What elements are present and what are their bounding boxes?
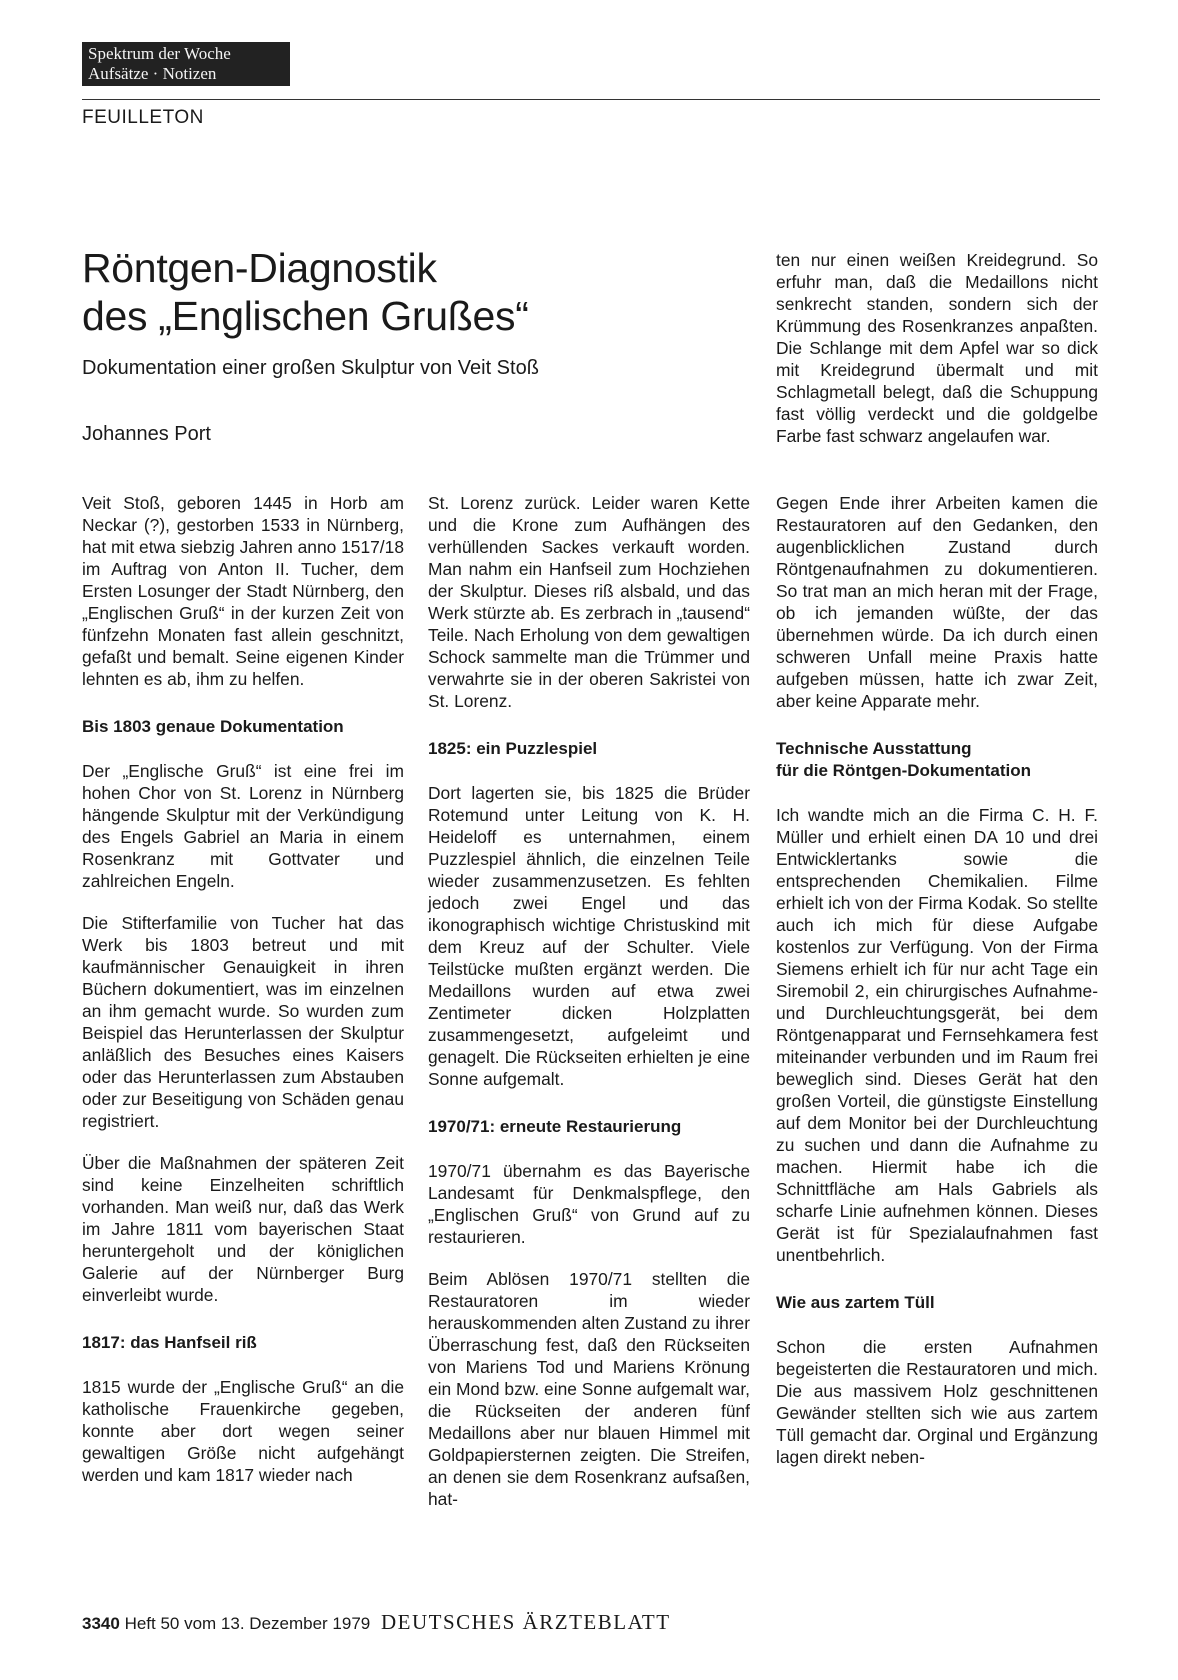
section-heading-line1: Technische Ausstattung	[776, 739, 972, 758]
paragraph: Der „Englische Gruß“ ist eine frei im hohen Chor von St. Lorenz in Nürnberg hängende Skulptur mit der Verkündigung des Engels Gabriel an Maria in einem Rosenkranz mit Gottvater und zahlreichen Engeln.	[82, 761, 404, 891]
paragraph: ten nur einen weißen Kreidegrund. So erfuhr man, daß die Medaillons nicht senkrecht standen, sondern sich der Krümmung des Rosenkranzes anpaßten. Die Schlange mit dem Apfel war so dick mit Kreidegrund übermalt und mit Schlagmetall belegt, daß die Schuppung fast völlig verdeckt und die goldgelbe Farbe fast schwarz angelaufen war.	[776, 250, 1098, 446]
paragraph: St. Lorenz zurück. Leider waren Kette und die Krone zum Aufhängen des verhüllenden Sackes verkauft worden. Man nahm ein Hanfseil zum Hochziehen der Skulptur. Dieses riß alsbald, und das Werk stürzte ab. Es zerbrach in „tausend“ Teile. Nach Erholung von dem gewaltigen Schock sammelte man die Trümmer und verwahrte sie in der oberen Sakristei von St. Lorenz.	[428, 493, 750, 711]
section-heading: 1817: das Hanfseil riß	[82, 1333, 257, 1352]
paragraph: Ich wandte mich an die Firma C. H. F. Müller und erhielt einen DA 10 und drei Entwicklertanks sowie die entsprechenden Chemikalien. Filme erhielt ich von der Firma Kodak. So stellte auch ich mich für diese Aufgabe kostenlos zur Verfügung. Von der Firma Siemens erhielt ich für nur acht Tage ein Siremobil 2, ein chirurgisches Aufnahme- und Durchleuchtungsgerät, bei dem Röntgenapparat und Fernsehkamera fest miteinander verbunden und im Raum frei beweglich sind. Dieses Gerät hat den großen Vorteil, die günstigste Einstellung auf dem Monitor bei der Durchleuchtung zu suchen und dann die Aufnahme zu machen. Hiermit habe ich die Schnittfläche am Hals Gabriels als scharfe Linie aufnehmen können. Dieses Gerät ist für Spezialaufnahmen fast unentbehrlich.	[776, 805, 1098, 1265]
article-author: Johannes Port	[82, 423, 211, 445]
section-heading: 1970/71: erneute Restaurierung	[428, 1117, 682, 1136]
paragraph: Über die Maßnahmen der späteren Zeit sind keine Einzelheiten schriftlich vorhanden. Man weiß nur, daß das Werk im Jahre 1811 vom bayerischen Staat heruntergeholt und der königlichen Galerie auf der Nürnberger Burg einverleibt wurde.	[82, 1153, 404, 1305]
paragraph: Dort lagerten sie, bis 1825 die Brüder Rotemund unter Leitung von K. H. Heideloff es unternahmen, einem Puzzlespiel ähnlich, die einzelnen Teile wieder zusammenzusetzen. Es fehlten jedoch zwei Engel und das ikonographisch wichtige Christuskind mit dem Kreuz auf der Schulter. Viele Teilstücke mußten ergänzt werden. Die Medaillons wurden auf etwa zwei Zentimeter dicken Holzplatten zusammengesetzt, aufgeleimt und genagelt. Die Rückseiten erhielten je eine Sonne aufgemalt.	[428, 783, 750, 1089]
paragraph: Veit Stoß, geboren 1445 in Horb am Neckar (?), gestorben 1533 in Nürnberg, hat mit etwa siebzig Jahren anno 1517/18 im Auftrag von Anton II. Tucher, dem Ersten Losunger der Stadt Nürnberg, den „Englischen Gruß“ in der kurzen Zeit von fünfzehn Monaten fast allein geschnitzt, gefaßt und bemalt. Seine eigenen Kinder lehnten es ab, ihm zu helfen.	[82, 493, 404, 689]
section-heading: Wie aus zartem Tüll	[776, 1293, 935, 1312]
section-badge-line2: Aufsätze · Notizen	[88, 64, 217, 83]
issue-info: Heft 50 vom 13. Dezember 1979	[124, 1614, 371, 1633]
section-heading: 1825: ein Puzzlespiel	[428, 739, 598, 758]
article-title-line2: des „Englischen Grußes“	[82, 293, 529, 339]
section-badge	[82, 42, 290, 86]
section-heading: Bis 1803 genaue Dokumentation	[82, 717, 344, 736]
page-footer	[82, 1610, 671, 1635]
column-3	[776, 492, 1098, 1488]
article-title-line1: Röntgen-Diagnostik	[82, 245, 437, 291]
paragraph: Beim Ablösen 1970/71 stellten die Restauratoren im wieder herauskommenden alten Zustand zu ihrer Überraschung fest, daß den Rückseiten von Mariens Tod und Mariens Krönung ein Mond bzw. eine Sonne aufgemalt war, die Rückseiten der anderen fünf Medaillons aber nur blauen Himmel mit Goldpapiersternen zeigten. Die Streifen, an denen sie dem Rosenkranz aufsaßen, hat-	[428, 1269, 750, 1509]
paragraph: Die Stifterfamilie von Tucher hat das Werk bis 1803 betreut und mit kaufmännischer Genauigkeit in ihren Büchern dokumentiert, was im einzelnen an ihm gemacht wurde. So wurden zum Beispiel das Herunterlassen der Skulptur anläßlich des Besuches eines Kaisers oder das Herunterlassen zum Abstauben oder zur Beseitigung von Schäden genau registriert.	[82, 913, 404, 1131]
article-title	[82, 244, 722, 340]
magazine-name: DEUTSCHES ÄRZTEBLATT	[380, 1610, 671, 1634]
rubric: FEUILLETON	[82, 107, 204, 128]
column-2	[428, 492, 750, 1530]
paragraph: Gegen Ende ihrer Arbeiten kamen die Restauratoren auf den Gedanken, den augenblicklichen Zustand durch Röntgenaufnahmen zu dokumentieren. So trat man an mich heran mit der Frage, ob ich jemanden wüßte, der das übernehmen würde. Da ich durch einen schweren Unfall meine Praxis hatte aufgeben müssen, hatte ich zwar Zeit, aber keine Apparate mehr.	[776, 493, 1098, 711]
paragraph: 1970/71 übernahm es das Bayerische Landesamt für Denkmalspflege, den „Englischen Gruß“ von Grund auf zu restaurieren.	[428, 1161, 750, 1247]
paragraph: 1815 wurde der „Englische Gruß“ an die katholische Frauenkirche gegeben, konnte aber dort wegen seiner gewaltigen Größe nicht aufgehängt werden und kam 1817 wieder nach	[82, 1377, 404, 1485]
header-rule	[82, 99, 1100, 100]
section-heading	[776, 738, 1098, 782]
column-1	[82, 492, 404, 1506]
column-3-top	[776, 249, 1098, 447]
section-heading-line2: für die Röntgen-Dokumentation	[776, 761, 1031, 780]
page-number: 3340	[82, 1614, 120, 1633]
paragraph: Schon die ersten Aufnahmen begeisterten die Restauratoren und mich. Die aus massivem Holz geschnittenen Gewänder stellten sich wie aus zartem Tüll gemacht dar. Orginal und Ergänzung lagen direkt neben-	[776, 1337, 1098, 1467]
section-badge-line1: Spektrum der Woche	[88, 44, 231, 63]
article-subtitle: Dokumentation einer großen Skulptur von Veit Stoß	[82, 357, 539, 379]
